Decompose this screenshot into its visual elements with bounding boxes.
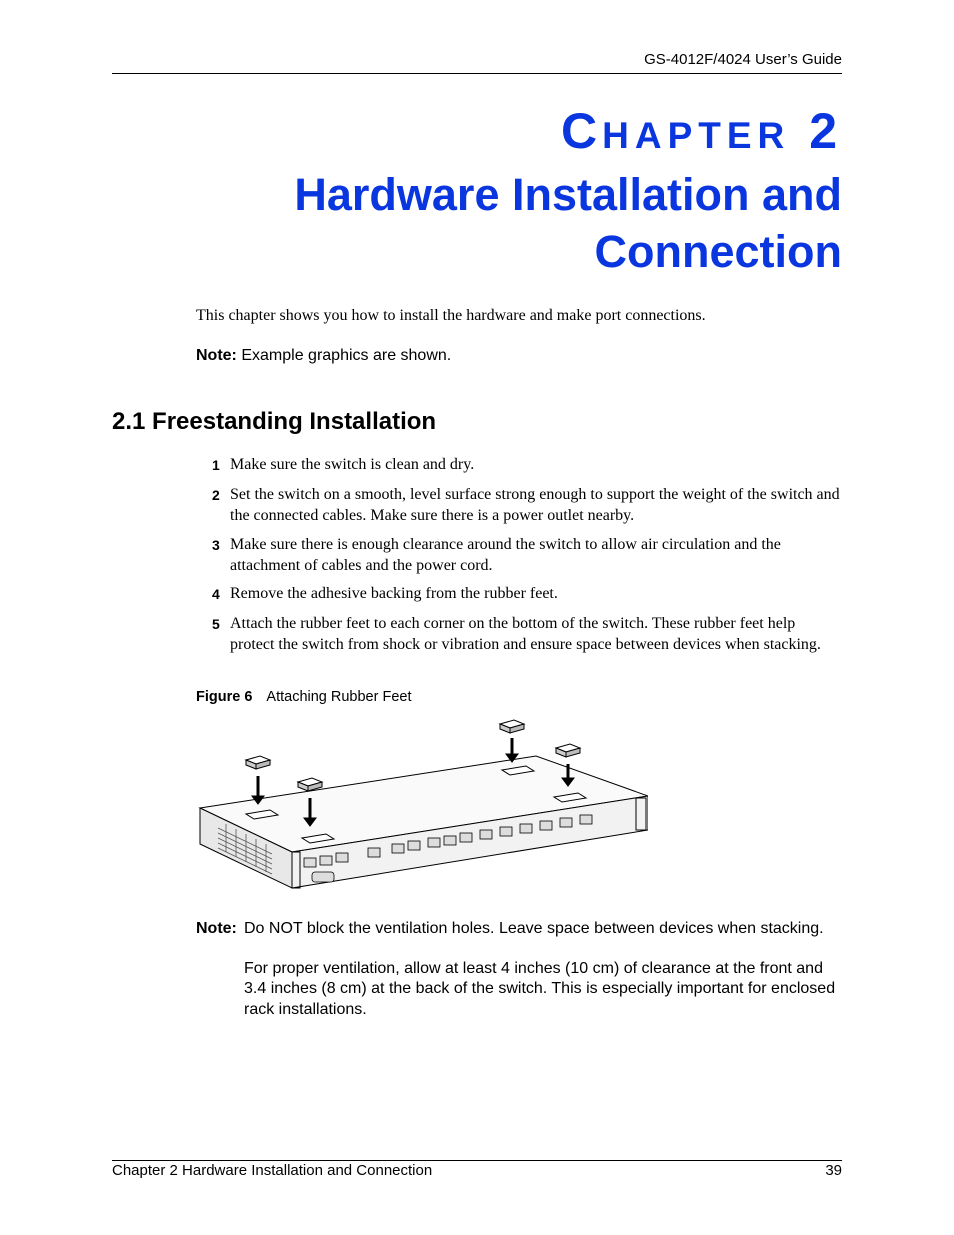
chapter-title-line2: Connection [594, 226, 842, 277]
step-number: 1 [212, 457, 220, 473]
step-text: Set the switch on a smooth, level surface strong enough to support the weight of the switch and the connected cables. Make sure there is a power outlet nearby. [230, 486, 840, 524]
step-item [196, 455, 841, 476]
chapter-number: 2 [809, 103, 842, 159]
figure-caption-text: Attaching Rubber Feet [266, 689, 412, 705]
step-item [196, 485, 841, 526]
note-label: Note: [196, 920, 237, 937]
chapter-label [561, 96, 842, 171]
step-item [196, 614, 841, 655]
intro-paragraph: This chapter shows you how to install the hardware and make port connections. [196, 307, 706, 324]
step-item [196, 584, 841, 605]
section-heading: 2.1 Freestanding Installation [112, 408, 437, 435]
note-ventilation [196, 919, 841, 1020]
note-text: Do NOT block the ventilation holes. Leave space between devices when stacking. [244, 920, 824, 937]
rubber-foot-1 [246, 756, 270, 804]
chapter-label-rest: HAPTER [602, 115, 791, 156]
step-item [196, 535, 841, 576]
footer-chapter-title: Chapter 2 Hardware Installation and Connection [112, 1162, 433, 1179]
step-text: Make sure the switch is clean and dry. [230, 456, 475, 473]
header-rule [112, 73, 842, 74]
figure-label: Figure 6 [196, 689, 253, 705]
figure-caption [196, 689, 412, 705]
note-ventilation-detail: For proper ventilation, allow at least 4 inches (10 cm) of clearance at the front and 3.4 inches (8 cm) at the back of the switch. This is especially important for enclosed rack installations. [244, 959, 836, 1018]
chapter-title [202, 166, 842, 280]
note-label: Note: [196, 347, 237, 364]
step-text: Attach the rubber feet to each corner on the bottom of the switch. These rubber feet help protect the switch from shock or vibration and ensure space between devices when stacking. [230, 615, 821, 653]
step-text: Remove the adhesive backing from the rubber feet. [230, 585, 558, 602]
note-text: Example graphics are shown. [241, 347, 452, 364]
rubber-feet-illustration [196, 716, 648, 896]
running-header: GS-4012F/4024 User’s Guide [644, 51, 842, 68]
chapter-label-initial: C [561, 103, 603, 159]
step-number: 5 [212, 616, 220, 632]
step-number: 3 [212, 537, 220, 553]
step-number: 4 [212, 586, 220, 602]
chapter-title-line1: Hardware Installation and [294, 169, 842, 220]
note-example-graphics [196, 347, 451, 365]
step-text: Make sure there is enough clearance around the switch to allow air circulation and the attachment of cables and the power cord. [230, 536, 781, 574]
rubber-foot-3 [500, 720, 524, 762]
step-number: 2 [212, 487, 220, 503]
page-number: 39 [825, 1162, 842, 1179]
footer-rule [112, 1160, 842, 1161]
